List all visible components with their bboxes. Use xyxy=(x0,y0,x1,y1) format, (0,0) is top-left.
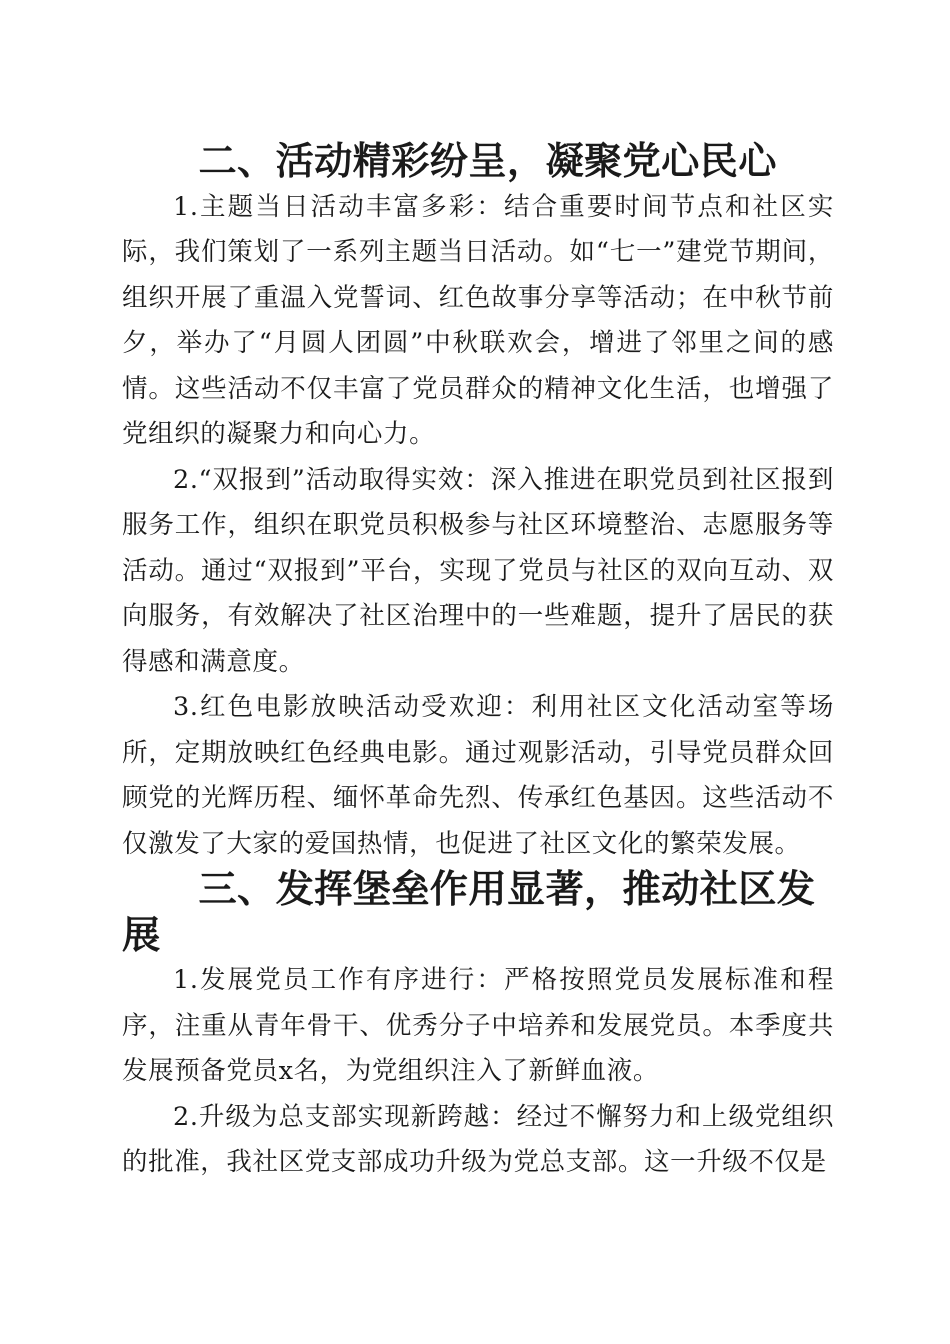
paragraph-3-2: 2.升级为总支部实现新跨越：经过不懈努力和上级党组织的批准，我社区党支部成功升级为党总支部。这一升级不仅是 xyxy=(122,1101,834,1177)
section-heading-2: 二、活动精彩纷呈，凝聚党心民心 xyxy=(198,139,777,184)
section-heading-3: 三、发挥堡垒作用显著，推动社区发展 xyxy=(122,867,816,958)
paragraph-2-3: 3.红色电影放映活动受欢迎：利用社区文化活动室等场所，定期放映红色经典电影。通过观影活动，引导党员群众回顾党的光辉历程、缅怀革命先烈、传承红色基因。这些活动不仅激发了大家的爱国热情，也促进了社区文化的繁荣发展。 xyxy=(122,692,834,859)
paragraph-2-2: 2.“双报到”活动取得实效：深入推进在职党员到社区报到服务工作，组织在职党员积极参与社区环境整治、志愿服务等活动。通过“双报到”平台，实现了党员与社区的双向互动、双向服务，有效解决了社区治理中的一些难题，提升了居民的获得感和满意度。 xyxy=(122,464,834,677)
paragraph-2-1: 1.主题当日活动丰富多彩：结合重要时间节点和社区实际，我们策划了一系列主题当日活动。如“七一”建党节期间，组织开展了重温入党誓词、红色故事分享等活动；在中秋节前夕，举办了“月圆人团圆”中秋联欢会，增进了邻里之间的感情。这些活动不仅丰富了党员群众的精神文化生活，也增强了党组织的凝聚力和向心力。 xyxy=(122,191,834,449)
document-body xyxy=(122,139,834,1186)
paragraph-3-1: 1.发展党员工作有序进行：严格按照党员发展标准和程序，注重从青年骨干、优秀分子中培养和发展党员。本季度共发展预备党员x名，为党组织注入了新鲜血液。 xyxy=(122,965,834,1086)
